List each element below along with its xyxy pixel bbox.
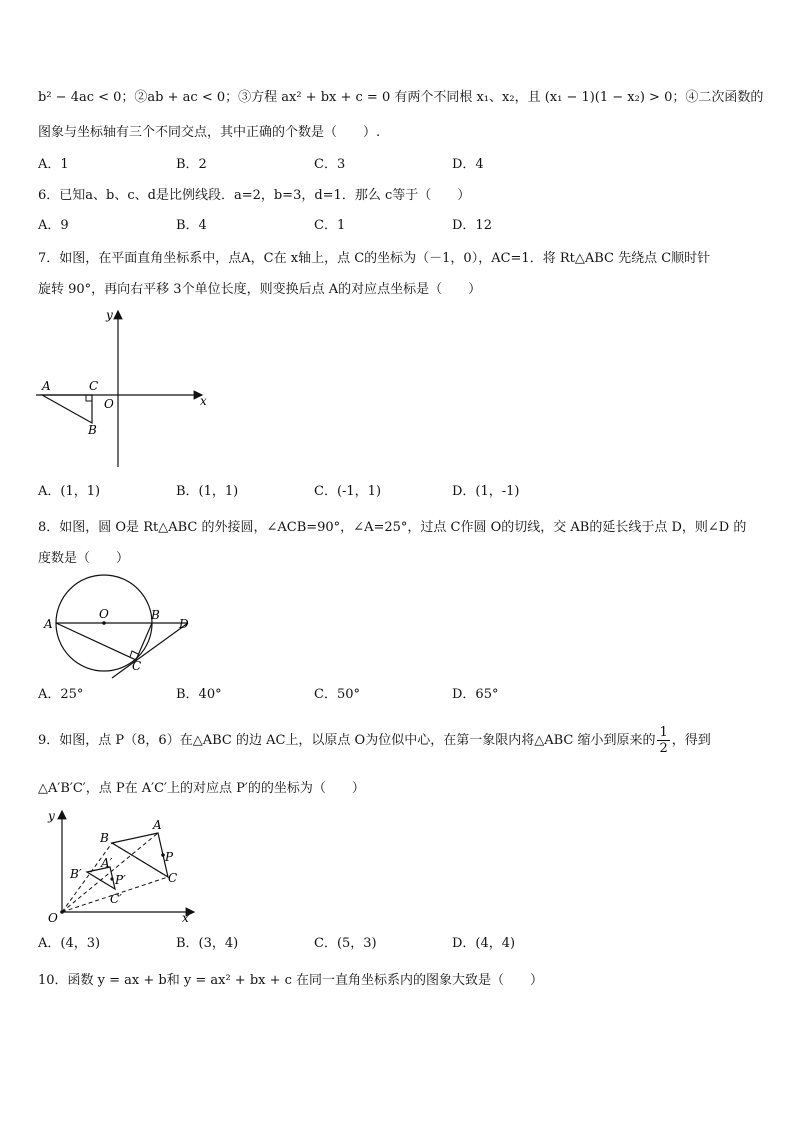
q6-stem: 6．已知a、b、c、d是比例线段．a=2，b=3，d=1．那么 c等于（ ） (38, 188, 471, 203)
q9-stem-line2: △A′B′C′，点 P在 A′C′上的对应点 P′的的坐标为（ ） (38, 781, 365, 796)
tangent-cd (112, 623, 188, 678)
label-c: C (89, 379, 99, 393)
center-point (102, 621, 106, 625)
label-x: x (200, 394, 207, 408)
q7-option-b[interactable]: B．(1，1) (176, 484, 239, 499)
q7-option-d[interactable]: D．(1，-1) (452, 484, 520, 499)
q9-similarity-figure (40, 805, 200, 925)
label-d: D (179, 617, 189, 631)
fraction-one-half (657, 725, 669, 756)
label-a: A (42, 379, 51, 393)
label-p: P (165, 850, 174, 864)
q8-circle-figure (38, 574, 198, 680)
q7-stem-line1: 7．如图，在平面直角坐标系中，点A，C在 x轴上，点 C的坐标为（－1，0），AC=1．将 Rt△ABC 先绕点 C顺时针 (38, 251, 711, 266)
label-b: B (151, 608, 160, 622)
q6-option-d[interactable]: D．12 (452, 218, 492, 233)
q9-stem-line1 (38, 724, 711, 758)
right-angle-mark (86, 395, 92, 401)
q6-option-a[interactable]: A．9 (38, 218, 69, 233)
q9-option-a[interactable]: A．(4，3) (38, 936, 101, 951)
q5-stem-line2: 图象与坐标轴有三个不同交点，其中正确的个数是（ ）. (38, 125, 381, 140)
q7-option-a[interactable]: A．(1，1) (38, 484, 101, 499)
origin-point (60, 910, 64, 914)
label-b: B (100, 831, 109, 845)
point-p1 (110, 877, 113, 880)
label-a: A (153, 818, 162, 832)
q8-option-d[interactable]: D．65° (452, 687, 499, 702)
q8-option-a[interactable]: A．25° (38, 687, 84, 702)
label-o: O (99, 607, 109, 621)
label-y: y (106, 308, 113, 322)
q9-stem-text: 9．如图，点 P（8，6）在△ABC 的边 AC上，以原点 O为位似中心，在第一象限内将△ABC 缩小到原来的 (38, 733, 656, 748)
q5-option-b[interactable]: B．2 (176, 157, 207, 172)
q8-option-b[interactable]: B．40° (176, 687, 222, 702)
label-y: y (48, 809, 55, 823)
label-p1: P′ (115, 873, 126, 887)
triangle-abc (112, 833, 168, 877)
label-b1: B′ (70, 867, 82, 881)
q7-coordinate-figure (34, 305, 214, 475)
label-a: A (44, 617, 53, 631)
q5-option-c[interactable]: C．3 (314, 157, 346, 172)
q6-option-c[interactable]: C．1 (314, 218, 346, 233)
q5-option-d[interactable]: D．4 (452, 157, 484, 172)
q5-option-a[interactable]: A．1 (38, 157, 69, 172)
q8-stem-line2: 度数是（ ） (38, 551, 130, 566)
label-c1: C′ (110, 892, 122, 906)
fraction-denominator: 2 (659, 741, 668, 756)
q8-stem-line1: 8．如图，圆 O是 Rt△ABC 的外接圆，∠ACB=90°，∠A=25°，过点 C作圆 O的切线，交 AB的延长线于点 D，则∠D 的 (38, 520, 747, 535)
q10-stem: 10．函数 y = ax + b和 y = ax² + bx + c 在同一直角坐标系内的图象大致是（ ） (38, 973, 544, 988)
label-c: C (168, 871, 178, 885)
right-angle-mark (130, 651, 138, 657)
label-o: O (48, 911, 58, 925)
q7-option-c[interactable]: C．(-1，1) (314, 484, 382, 499)
q9-option-c[interactable]: C．(5，3) (314, 936, 377, 951)
label-o: O (104, 397, 114, 411)
fraction-numerator: 1 (659, 725, 668, 740)
q5-stem-line1: b² − 4ac < 0；②ab + ac < 0；③方程 ax² + bx + c = 0 有两个不同根 x₁、x₂，且 (x₁ − 1)(1 − x₂) > 0；④二次函数的 (38, 90, 764, 105)
q6-option-b[interactable]: B．4 (176, 218, 207, 233)
label-a1: A′ (101, 856, 113, 870)
q9-option-d[interactable]: D．(4，4) (452, 936, 516, 951)
label-c: C (132, 659, 142, 673)
q9-option-b[interactable]: B．(3，4) (176, 936, 239, 951)
triangle-abc (42, 395, 92, 423)
q7-stem-line2: 旋转 90°，再向右平移 3个单位长度，则变换后点 A的对应点坐标是（ ） (38, 282, 482, 297)
label-x: x (182, 911, 189, 925)
q8-option-c[interactable]: C．50° (314, 687, 360, 702)
label-b: B (88, 423, 97, 437)
q9-stem-end: ，得到 (671, 733, 711, 748)
